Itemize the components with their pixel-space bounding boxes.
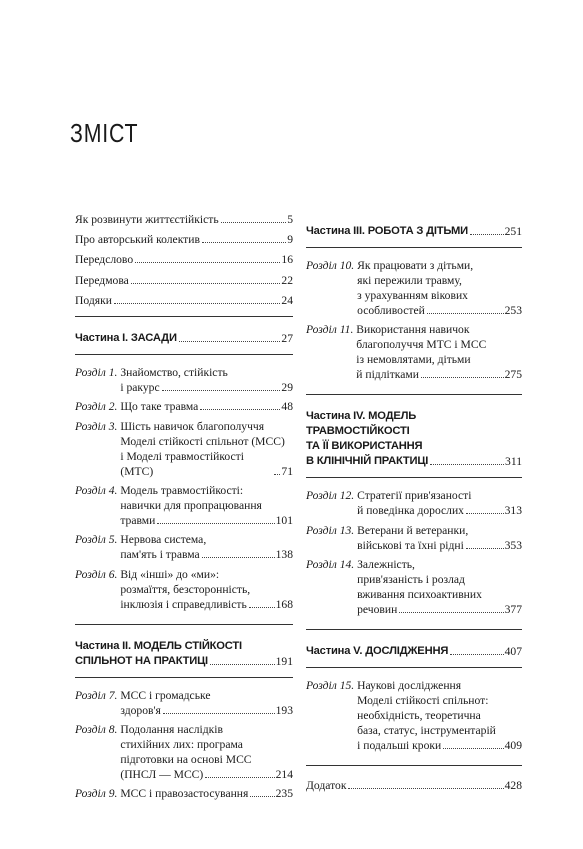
section-divider <box>75 677 293 678</box>
chapter-label: Розділ 3. <box>75 419 118 433</box>
chapter-label: Розділ 8. <box>75 723 118 737</box>
chapter-label: Розділ 11. <box>306 323 354 337</box>
part-4-chapters <box>306 488 522 617</box>
toc-entry[interactable] <box>75 212 293 227</box>
part-4-heading <box>306 395 522 469</box>
toc-entry-part[interactable] <box>75 331 293 346</box>
chapter-title-line: травми <box>120 513 156 527</box>
page-number: 214 <box>275 768 293 782</box>
chapter-label: Розділ 6. <box>75 567 118 581</box>
chapter-title-line: і Моделі травмостійкості (МТС) <box>120 449 244 478</box>
chapter-title-line: прив'язаність і розлад <box>357 573 465 587</box>
page-number: 311 <box>505 455 522 469</box>
chapter-label: Розділ 5. <box>75 533 118 547</box>
chapter-title-line: із немовлятами, дітьми <box>356 353 471 367</box>
page-number: 22 <box>281 273 293 287</box>
page-number: 353 <box>504 538 522 552</box>
toc-entry[interactable] <box>75 293 293 308</box>
dot-leader <box>179 341 281 342</box>
chapter-title-line: розмаїття, безсторонність, <box>120 582 251 596</box>
dot-leader <box>274 474 280 475</box>
chapter-title-line: Знайомство, стійкість <box>120 365 228 379</box>
dot-leader <box>157 523 274 524</box>
chapter-title-line: з урахуванням вікових <box>357 289 468 302</box>
dot-leader <box>221 222 287 223</box>
chapter-label: Розділ 1. <box>75 365 118 379</box>
toc-entry[interactable] <box>75 252 293 267</box>
chapter-title-line: Наукові дослідження <box>357 679 462 693</box>
chapter-label: Розділ 15. <box>306 679 355 693</box>
dot-leader <box>450 654 503 655</box>
part-2-chapters <box>75 688 293 802</box>
chapter-title-line: особливостей <box>357 304 425 317</box>
dot-leader <box>210 664 275 665</box>
part-3-chapters <box>306 258 522 382</box>
page-number: 191 <box>275 654 293 668</box>
chapter-title-line: Від «інші» до «ми»: <box>120 567 220 581</box>
part-title-line: ТРАВМОСТІЙКОСТІ <box>306 425 410 438</box>
dot-leader <box>443 748 503 749</box>
chapter-entry[interactable] <box>75 483 293 528</box>
chapter-title-line: Модель травмостійкості: <box>120 483 244 497</box>
chapter-entry[interactable] <box>75 532 293 562</box>
chapter-label: Розділ 10. <box>306 259 355 272</box>
chapter-title-line: вживання психоактивних <box>357 588 482 602</box>
dot-leader <box>114 303 281 304</box>
chapter-title-line: навички для пропрацювання <box>120 498 262 512</box>
chapter-title-line: необхідність, теоретична <box>357 709 481 723</box>
page-title: ЗМІСТ <box>70 118 139 148</box>
section-divider <box>75 354 293 355</box>
dot-leader <box>399 612 503 613</box>
dot-leader <box>205 777 274 778</box>
chapter-title-line: Подолання наслідків <box>120 723 224 737</box>
part-1-chapters <box>75 365 293 612</box>
chapter-entry[interactable] <box>75 419 293 479</box>
chapter-label: Розділ 4. <box>75 483 118 497</box>
chapter-entry[interactable] <box>306 322 522 382</box>
chapter-title-line: Моделі стійкості спільнот (МСС) <box>120 434 285 448</box>
chapter-entry[interactable] <box>75 567 293 612</box>
page-number: 409 <box>504 739 522 753</box>
page-number: 24 <box>281 293 293 307</box>
page-number: 16 <box>281 253 293 267</box>
part-title-line: Частина II. МОДЕЛЬ СТІЙКОСТІ <box>75 639 242 652</box>
page-number: 138 <box>275 548 293 562</box>
entry-title: Подяки <box>75 293 112 307</box>
page-number: 71 <box>281 464 293 478</box>
toc-entry-part[interactable] <box>75 654 293 669</box>
chapter-title-line: інклюзія і справедливість <box>120 597 247 611</box>
chapter-title-line: й підлітками <box>356 368 419 382</box>
chapter-title-line: здоров'я <box>120 703 161 717</box>
part-title-line: ТА ЇЇ ВИКОРИСТАННЯ <box>306 440 423 453</box>
dot-leader <box>131 283 281 284</box>
dot-leader <box>470 234 504 235</box>
entry-title: Про авторський колектив <box>75 233 200 247</box>
page-number: 193 <box>275 703 293 717</box>
part-title: Частина V. ДОСЛІДЖЕННЯ <box>306 645 449 658</box>
section-divider <box>306 477 522 478</box>
page-number: 251 <box>504 225 522 238</box>
chapter-entry[interactable] <box>75 365 293 395</box>
part-title-line: СПІЛЬНОТ НА ПРАКТИЦІ <box>75 654 208 667</box>
chapter-entry[interactable] <box>306 258 522 318</box>
chapter-title-line: Як працювати з дітьми, <box>357 259 474 272</box>
page-number: 235 <box>275 787 293 801</box>
chapter-entry[interactable] <box>306 488 522 518</box>
entry-title: Передмова <box>75 273 129 287</box>
chapter-title-line: Моделі стійкості спільнот: <box>357 694 489 708</box>
chapter-title-line: і ракурс <box>120 380 160 394</box>
dot-leader <box>466 548 504 549</box>
dot-leader <box>421 377 504 378</box>
chapter-title-line: Шість навичок благополуччя <box>120 419 265 433</box>
chapter-title-line: Залежність, <box>357 558 415 572</box>
chapter-title-line: пам'ять і травма <box>120 548 200 562</box>
chapter-title-line: військові та їхні рідні <box>357 538 464 552</box>
chapter-title-line: Що таке травма <box>120 400 199 414</box>
part-1-heading <box>75 317 293 346</box>
entry-title: Як розвинути життєстійкість <box>75 213 219 226</box>
chapter-title-line: благополуччя МТС і МСС <box>356 338 487 352</box>
toc-column-left <box>75 212 293 806</box>
page-number: 313 <box>504 504 522 518</box>
chapter-title-line: речовин <box>357 603 398 617</box>
section-divider <box>306 667 522 668</box>
dot-leader <box>427 313 504 314</box>
chapter-title-line: Ветерани й ветеранки, <box>357 523 469 537</box>
section-divider <box>306 765 522 766</box>
chapter-entry[interactable] <box>75 688 293 718</box>
dot-leader <box>348 788 503 789</box>
page-number: 253 <box>504 304 522 317</box>
chapter-title-line: підготовки на основі МСС <box>120 753 252 767</box>
dot-leader <box>200 409 280 410</box>
entry-title: Додаток <box>306 779 347 793</box>
part-title: Частина I. ЗАСАДИ <box>75 331 177 344</box>
chapter-title-line: які пережили травму, <box>357 274 462 287</box>
part-5-chapters <box>306 678 522 753</box>
chapter-label: Розділ 12. <box>306 489 355 503</box>
part-title-line: В КЛІНІЧНІЙ ПРАКТИЦІ <box>306 455 429 468</box>
chapter-label: Розділ 14. <box>306 558 355 572</box>
chapter-label: Розділ 7. <box>75 688 118 702</box>
toc-column-right <box>306 212 522 798</box>
chapter-title-line: база, статус, інструментарій <box>357 724 496 738</box>
chapter-title-line: Використання навичок <box>356 323 470 337</box>
dot-leader <box>249 607 275 608</box>
appendix-entry-group <box>306 778 522 793</box>
part-3-heading <box>306 212 522 239</box>
chapter-title-line: Стратегії прив'язаності <box>357 489 472 503</box>
page-number: 407 <box>504 645 522 659</box>
toc-entry-part[interactable] <box>306 644 522 659</box>
page-number: 5 <box>287 213 293 226</box>
front-matter-list <box>75 212 293 308</box>
section-divider <box>306 247 522 248</box>
toc-entry[interactable] <box>306 778 522 793</box>
page-number: 9 <box>287 233 293 247</box>
dot-leader <box>430 464 504 465</box>
dot-leader <box>163 713 275 714</box>
dot-leader <box>202 557 275 558</box>
page-number: 377 <box>504 603 522 617</box>
page-number: 29 <box>281 380 293 394</box>
chapter-entry[interactable] <box>306 678 522 753</box>
page-number: 428 <box>504 779 522 793</box>
part-2-heading <box>75 625 293 669</box>
dot-leader <box>250 796 274 797</box>
dot-leader <box>202 242 286 243</box>
dot-leader <box>135 262 280 263</box>
chapter-title-line: й поведінка дорослих <box>357 504 464 518</box>
chapter-title-line: МСС і правозастосування <box>120 787 249 801</box>
part-title: Частина III. РОБОТА З ДІТЬМИ <box>306 225 468 237</box>
toc-entry[interactable] <box>75 232 293 247</box>
dot-leader <box>162 390 281 391</box>
chapter-label: Розділ 13. <box>306 523 355 537</box>
toc-entry-part[interactable] <box>306 454 522 469</box>
chapter-title-line: і подальші кроки <box>357 739 442 753</box>
chapter-title-line: МСС і громадське <box>120 688 211 702</box>
toc-entry[interactable] <box>75 273 293 288</box>
page-number: 275 <box>504 368 522 382</box>
entry-title: Передслово <box>75 253 134 267</box>
chapter-label: Розділ 2. <box>75 400 118 414</box>
chapter-entry[interactable] <box>75 399 293 414</box>
part-5-heading <box>306 630 522 659</box>
page-number: 48 <box>281 400 293 414</box>
chapter-label: Розділ 9. <box>75 787 118 801</box>
chapter-entry[interactable] <box>306 523 522 553</box>
chapter-entry[interactable] <box>75 786 293 801</box>
page-number: 101 <box>275 513 293 527</box>
chapter-title-line: Нервова система, <box>120 533 207 547</box>
dot-leader <box>466 513 504 514</box>
chapter-entry[interactable] <box>306 557 522 617</box>
toc-entry-part[interactable] <box>306 224 522 239</box>
chapter-title-line: стихійних лих: програма <box>120 738 243 752</box>
chapter-title-line: (ПНСЛ — МСС) <box>120 768 204 782</box>
page-number: 27 <box>281 331 293 345</box>
part-title-line: Частина IV. МОДЕЛЬ <box>306 410 417 423</box>
chapter-entry[interactable] <box>75 722 293 782</box>
page-number: 168 <box>275 597 293 611</box>
